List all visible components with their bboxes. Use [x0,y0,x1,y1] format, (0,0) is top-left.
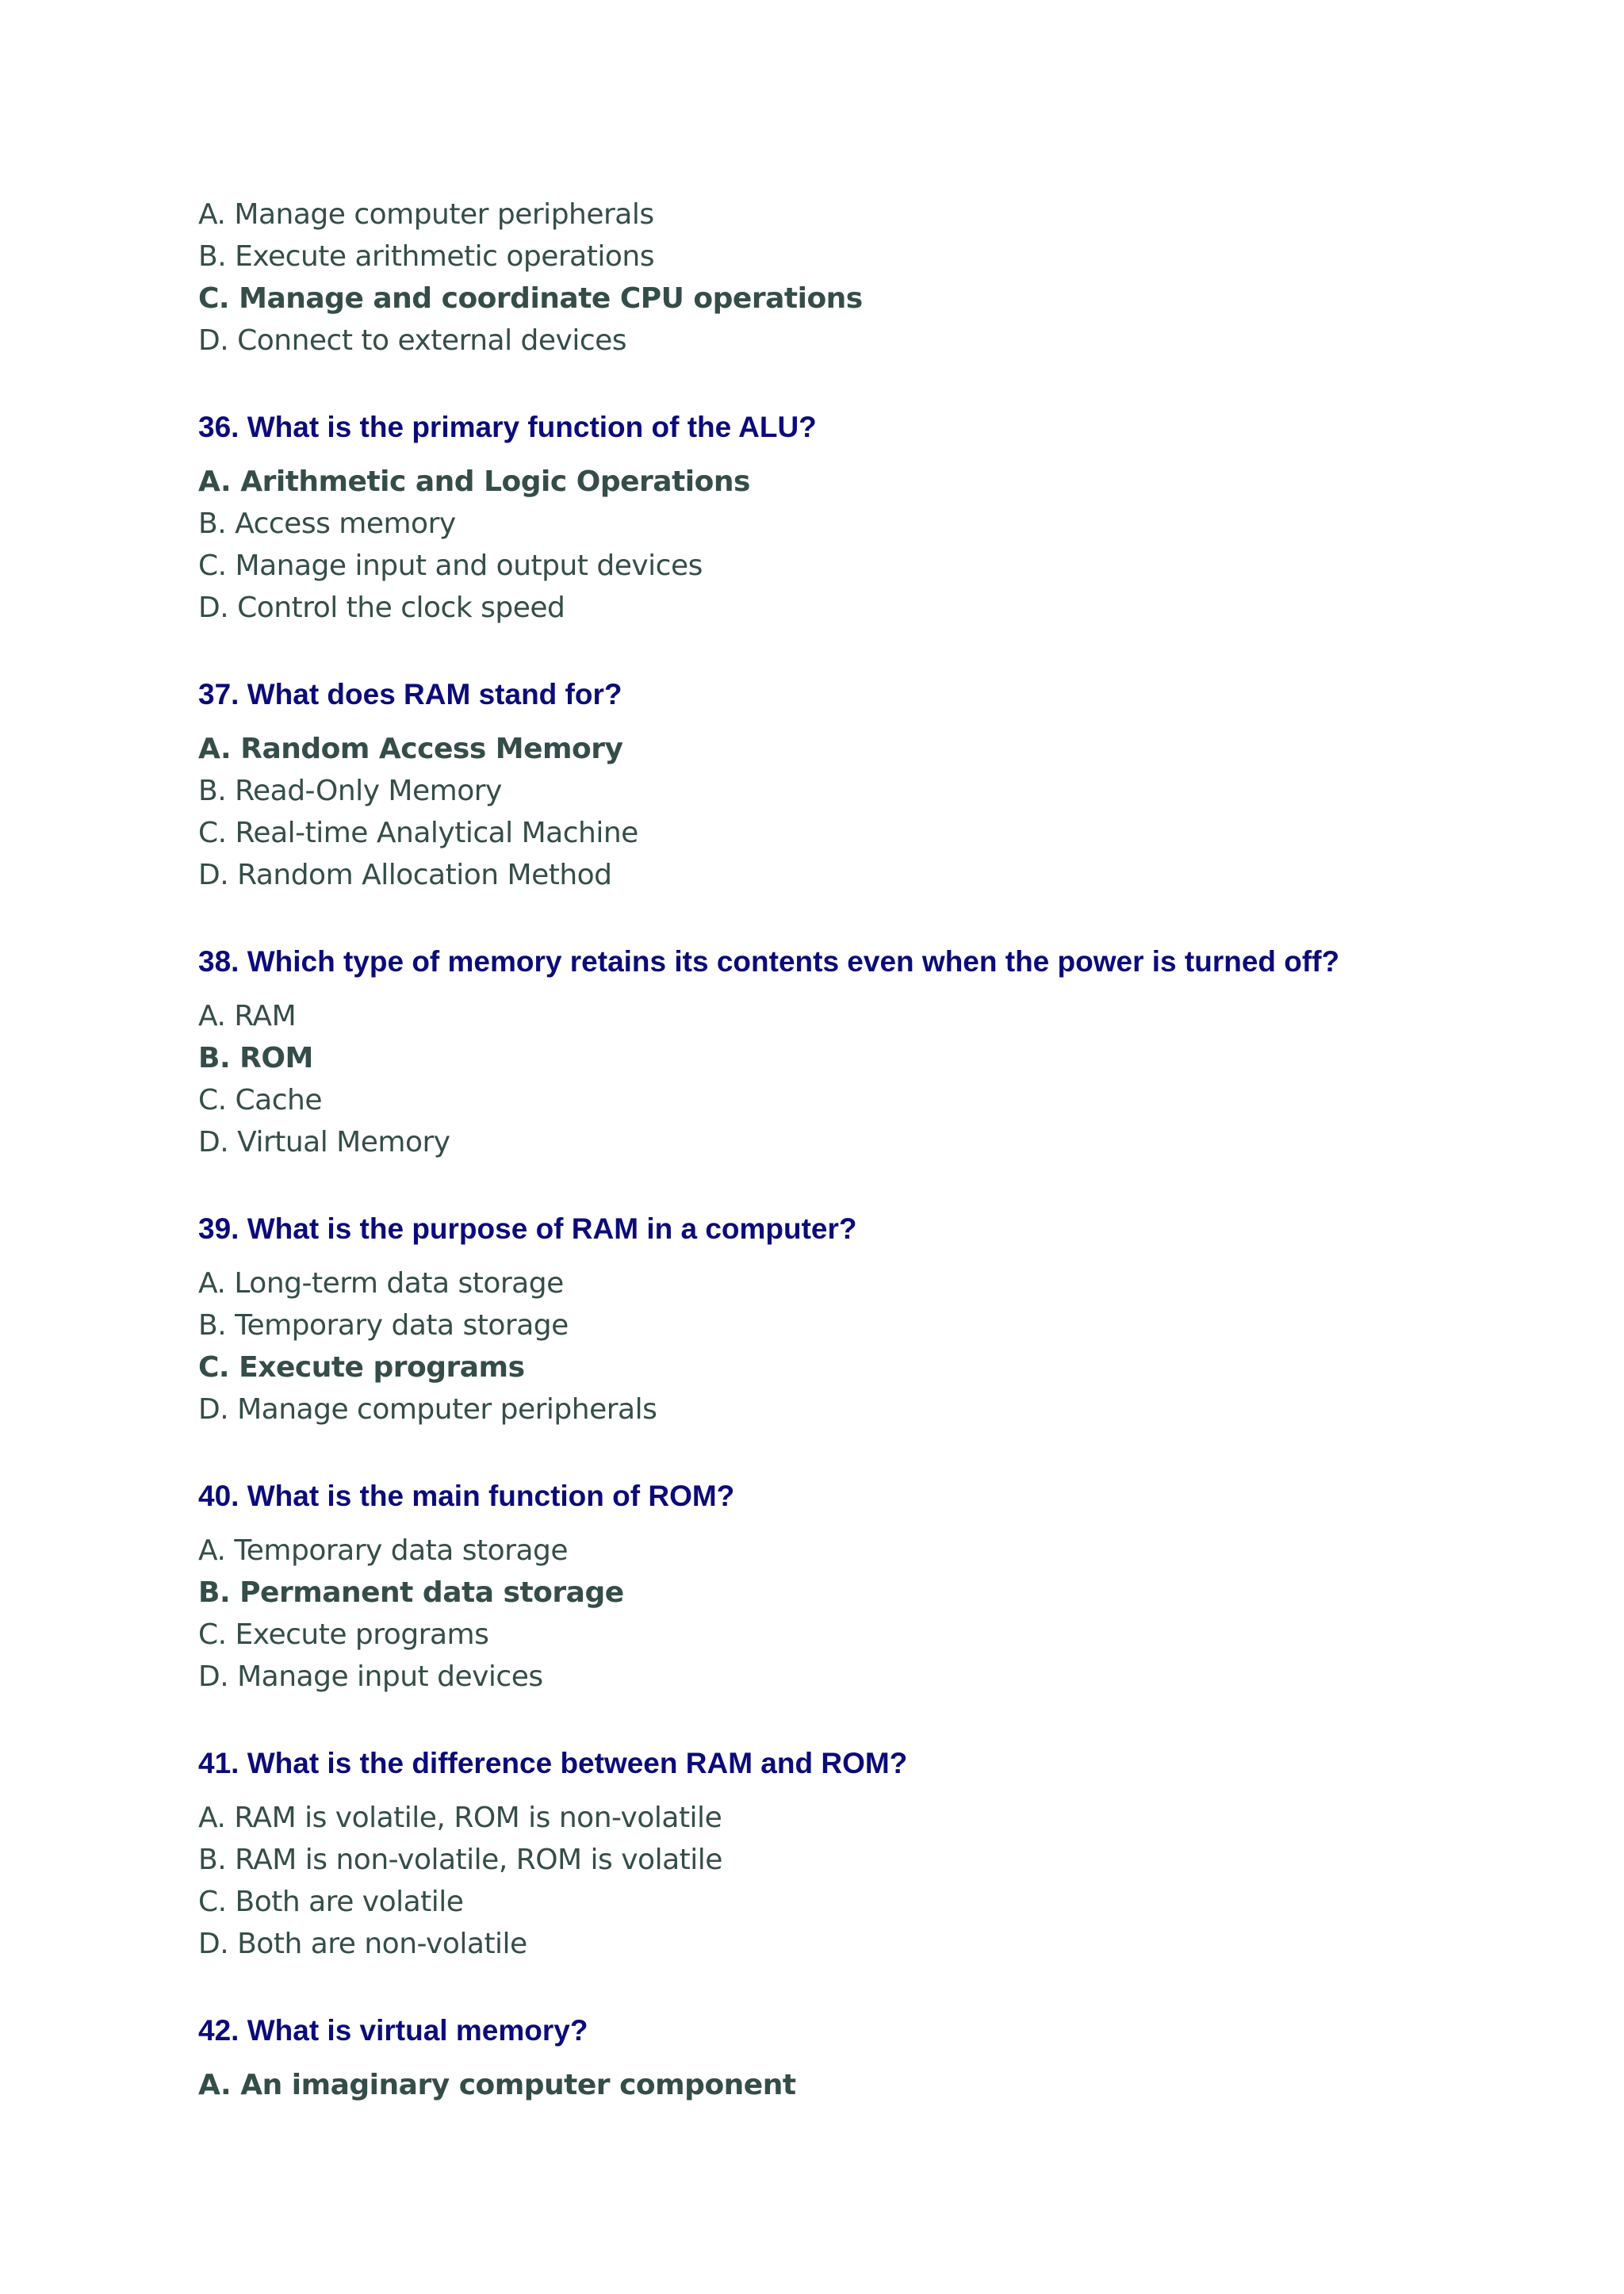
answer-options [198,461,1507,629]
answer-options [198,2064,1507,2106]
answer-options [198,1530,1507,1698]
answer-option: D. Connect to external devices [198,324,627,357]
answer-option: C. Cache [198,1084,322,1116]
question-heading: 40. What is the main function of ROM? [198,1480,735,1512]
answer-option: A. RAM is volatile, ROM is non-volatile [198,1802,722,1834]
answer-option: C. Both are volatile [198,1886,464,1918]
answer-option-correct: B. Permanent data storage [198,1576,624,1609]
question-heading: 37. What does RAM stand for? [198,678,622,710]
answer-options [198,1262,1507,1430]
answer-options [198,193,1507,362]
answer-option: D. Virtual Memory [198,1126,450,1158]
answer-option: B. Execute arithmetic operations [198,240,654,273]
answer-option: D. Control the clock speed [198,592,565,624]
question-block [198,1479,1507,1698]
answer-option: B. Read-Only Memory [198,775,502,807]
answer-option: D. Random Allocation Method [198,859,612,891]
answer-option-correct: A. Arithmetic and Logic Operations [198,465,750,498]
answer-options [198,995,1507,1163]
answer-option-correct: C. Execute programs [198,1351,525,1384]
question-heading: 36. What is the primary function of the ALU? [198,411,817,443]
answer-option-correct: B. ROM [198,1042,313,1074]
quiz-content [198,193,1507,2154]
question-heading: 39. What is the purpose of RAM in a computer? [198,1212,857,1245]
answer-option-correct: A. Random Access Memory [198,733,623,765]
question-block [198,193,1507,362]
answer-option: B. Temporary data storage [198,1309,569,1342]
question-block [198,1746,1507,1965]
question-heading: 41. What is the difference between RAM and ROM? [198,1747,908,1779]
question-block [198,944,1507,1163]
answer-options [198,1797,1507,1965]
answer-options [198,728,1507,896]
answer-option-correct: A. An imaginary computer component [198,2069,796,2101]
answer-option: A. Temporary data storage [198,1534,569,1567]
question-block [198,2013,1507,2106]
answer-option: B. Access memory [198,507,456,540]
answer-option: C. Real-time Analytical Machine [198,817,638,849]
answer-option: D. Both are non-volatile [198,1928,527,1960]
answer-option: A. Manage computer peripherals [198,198,654,231]
question-block [198,410,1507,629]
answer-option: D. Manage computer peripherals [198,1393,657,1426]
answer-option: A. Long-term data storage [198,1267,564,1300]
answer-option: C. Manage input and output devices [198,550,703,582]
answer-option: B. RAM is non-volatile, ROM is volatile [198,1844,722,1876]
question-heading: 38. Which type of memory retains its contents even when the power is turned off? [198,945,1340,978]
answer-option: A. RAM [198,1000,297,1032]
answer-option-correct: C. Manage and coordinate CPU operations [198,282,863,315]
answer-option: C. Execute programs [198,1618,489,1651]
question-heading: 42. What is virtual memory? [198,2014,588,2047]
question-block [198,677,1507,896]
answer-option: D. Manage input devices [198,1660,543,1693]
question-block [198,1212,1507,1430]
